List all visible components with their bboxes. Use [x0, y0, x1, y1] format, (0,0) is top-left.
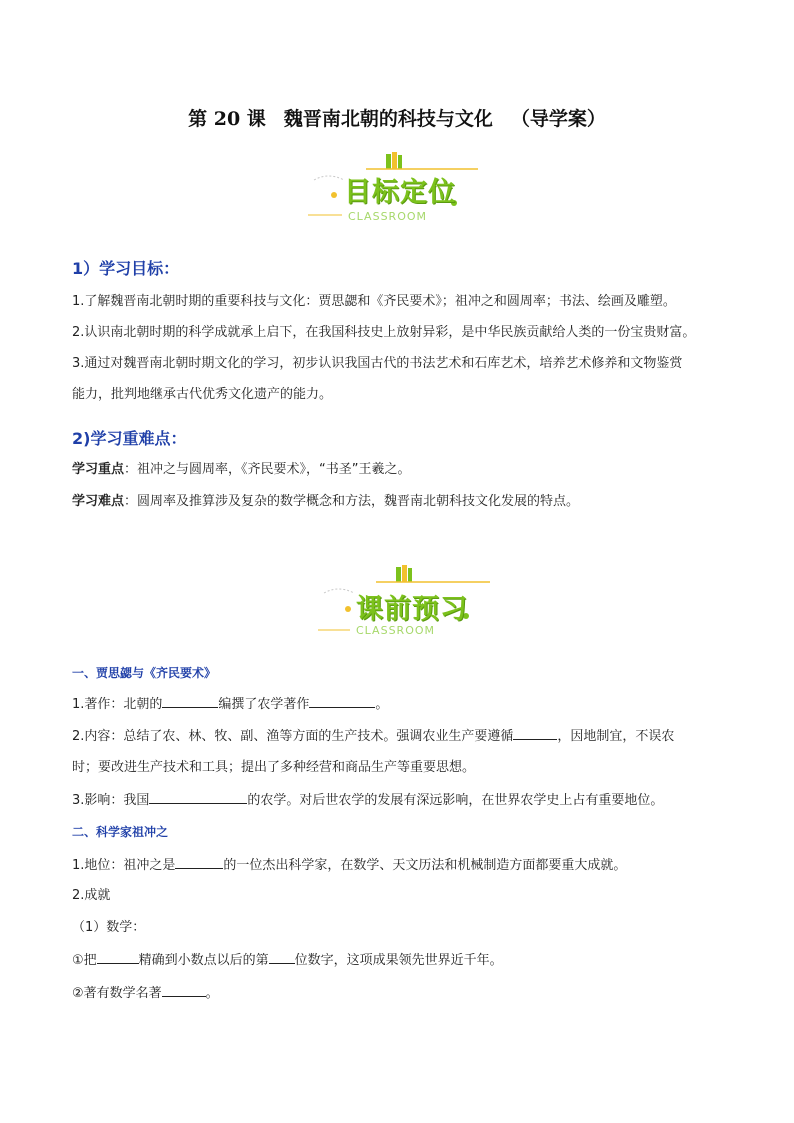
focus-label: 学习重点 [72, 462, 125, 477]
text-segment: ，因地制宜，不误农 [557, 729, 675, 744]
page-title [0, 104, 794, 131]
preview-badge-sub: CLASSROOM [356, 624, 436, 637]
fill-blank[interactable] [162, 983, 206, 997]
fill-blank[interactable] [513, 726, 557, 740]
text-segment: 2.内容：总结了农、林、牧、副、渔等方面的生产技术。强调农业生产要遵循 [72, 729, 514, 744]
text-segment: 的一位杰出科学家，在数学、天文历法和机械制造方面都要重大成就。 [223, 858, 627, 873]
objective-item: 能力，批判地继承古代优秀文化遗产的能力。 [72, 387, 333, 402]
section1-line2-cont: 时；要改进生产技术和工具；提出了多种经营和商品生产等重要思想。 [72, 760, 476, 775]
text-segment: 的农学。对后世农学的发展有深远影响，在世界农学史上占有重要地位。 [247, 793, 664, 808]
text-segment: 1.著作：北朝的 [72, 697, 163, 712]
lesson-tag: （导学案） [510, 108, 606, 130]
fill-blank[interactable] [175, 855, 223, 869]
section1-line1 [72, 694, 388, 715]
text-segment: 编撰了农学著作 [218, 697, 310, 712]
preview-badge [318, 563, 498, 639]
difficulty-line [72, 492, 579, 512]
objective-item: 2.认识南北朝时期的科学成就承上启下，在我国科技史上放射异彩，是中华民族贡献给人类的一份宝贵财富。 [72, 325, 696, 340]
text-segment: 精确到小数点以后的第 [138, 953, 269, 968]
difficulty-label: 学习难点 [72, 494, 125, 509]
text-segment: ②著有数学名著 [72, 986, 162, 1001]
fill-blank[interactable] [162, 694, 218, 708]
goals-badge-sub: CLASSROOM [348, 210, 428, 223]
fill-blank[interactable] [269, 950, 295, 964]
preview-badge-label: 课前预习 [356, 594, 468, 625]
section1-line2 [72, 726, 674, 747]
section2-line3: （1）数学： [72, 920, 146, 935]
fill-blank[interactable] [309, 694, 375, 708]
goals-badge [308, 150, 488, 226]
difficulty-text: ：圆周率及推算涉及复杂的数学概念和方法，魏晋南北朝科技文化发展的特点。 [124, 494, 580, 509]
section1-heading: 一、贾思勰与《齐民要术》 [72, 666, 217, 680]
text-segment: 3.影响：我国 [72, 793, 150, 808]
section2-heading: 二、科学家祖冲之 [72, 825, 169, 839]
text-segment: ①把 [72, 953, 97, 968]
section2-line4 [72, 950, 503, 971]
text-segment: 。 [205, 986, 219, 1001]
section2-line2: 2.成就 [72, 888, 111, 903]
objective-item: 1.了解魏晋南北朝时期的重要科技与文化：贾思勰和《齐民要术》；祖冲之和圆周率；书法、绘画及雕塑。 [72, 294, 676, 309]
fill-blank[interactable] [149, 790, 247, 804]
objective-item: 3.通过对魏晋南北朝时期文化的学习，初步认识我国古代的书法艺术和石库艺术，培养艺术修养和文物鉴赏 [72, 356, 683, 371]
text-segment: 1.地位：祖冲之是 [72, 858, 176, 873]
text-segment: 。 [375, 697, 389, 712]
objectives-heading: 1）学习目标： [72, 259, 180, 278]
objectives-list [72, 292, 752, 405]
text-segment: 位数字，这项成果领先世界近千年。 [294, 953, 503, 968]
section1-line3 [72, 790, 663, 811]
lesson-topic: 魏晋南北朝的科技与文化 [283, 108, 493, 130]
section2-line1 [72, 855, 626, 876]
fill-blank[interactable] [97, 950, 139, 964]
focus-text: ：祖冲之与圆周率，《齐民要术》，“书圣”王羲之。 [124, 462, 411, 477]
keypoints-heading: 2)学习重难点： [72, 429, 187, 448]
goals-badge-label: 目标定位 [344, 177, 456, 208]
focus-line [72, 460, 411, 480]
section2-line5 [72, 983, 219, 1004]
lesson-number: 第 20 课 [188, 108, 266, 130]
